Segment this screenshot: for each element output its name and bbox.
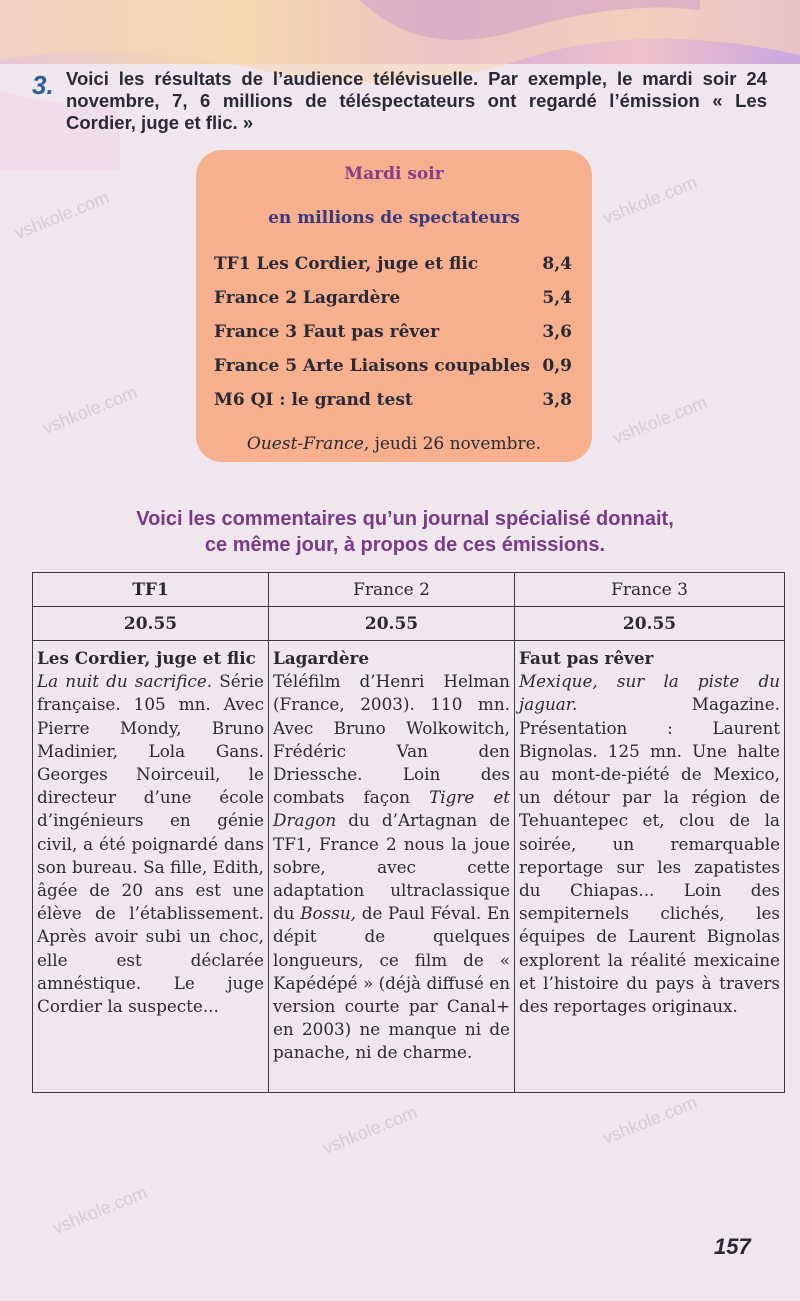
program-summary: Magazine. Présentation : Laurent Bignolas. 125 mn. Une halte au mont-de-piété de Mexico, un détour par la région de Tehuantepec et, clou de la soirée, un remarquable reportage sur les zapatistes du Chiapas... Loin des sempiternels clichés, les équipes de Laurent Bignolas explorent la réalité mexicaine et l’histoire du pays à travers des reportages originaux. bbox=[519, 694, 780, 1017]
watermark: vshkole.com bbox=[11, 187, 112, 244]
audience-value: 5,4 bbox=[542, 288, 572, 308]
watermark: vshkole.com bbox=[609, 392, 710, 449]
watermark: vshkole.com bbox=[599, 172, 700, 229]
watermark: vshkole.com bbox=[49, 1182, 150, 1239]
channel-header: TF1 bbox=[33, 573, 269, 607]
comments-heading bbox=[30, 506, 780, 558]
audience-row bbox=[214, 356, 572, 376]
channel-header: France 2 bbox=[269, 573, 515, 607]
watermark: vshkole.com bbox=[39, 382, 140, 439]
tf1-description bbox=[33, 641, 269, 1093]
channel-header-row bbox=[33, 573, 785, 607]
source-newspaper: Ouest-France bbox=[246, 434, 364, 454]
film-reference: Tigre et Dragon bbox=[273, 787, 510, 831]
audience-value: 8,4 bbox=[542, 254, 572, 274]
france3-description bbox=[515, 641, 785, 1093]
audience-box-title: Mardi soir bbox=[344, 164, 444, 184]
broadcast-time: 20.55 bbox=[269, 607, 515, 641]
program-summary: de Paul Féval. En dépit de quelques longueurs, ce film de « Kapédépé » (déjà diffusé en version courte par Canal+ en 2003) ne manque ni de panache, ni de charme. bbox=[273, 903, 510, 1063]
program-name: TF1 Les Cordier, juge et flic bbox=[214, 254, 479, 274]
broadcast-time: 20.55 bbox=[33, 607, 269, 641]
audience-box-subtitle: en millions de spectateurs bbox=[268, 208, 520, 228]
france2-description bbox=[269, 641, 515, 1093]
exercise-instructions: Voici les résultats de l’audience télévisuelle. Par exemple, le mardi soir 24 novembre, 7, 6 millions de téléspectateurs ont regardé l’émission « Les Cordier, juge et flic. » bbox=[66, 68, 767, 133]
audience-box bbox=[196, 150, 592, 462]
broadcast-time: 20.55 bbox=[515, 607, 785, 641]
program-name: France 2 Lagardère bbox=[214, 288, 401, 308]
episode-title: La nuit du sacrifice. bbox=[37, 671, 213, 692]
comments-heading-line: ce même jour, à propos de ces émissions. bbox=[204, 534, 606, 556]
program-name: M6 QI : le grand test bbox=[214, 390, 413, 410]
program-title: Lagardère bbox=[273, 648, 370, 668]
audience-row bbox=[214, 322, 572, 342]
channel-header: France 3 bbox=[515, 573, 785, 607]
episode-title: Mexique, sur la piste du jaguar. bbox=[519, 671, 780, 715]
program-table bbox=[32, 572, 785, 1093]
description-row bbox=[33, 641, 785, 1093]
novel-reference: Bossu, bbox=[300, 903, 357, 924]
watermark: vshkole.com bbox=[599, 1092, 700, 1149]
audience-value: 0,9 bbox=[542, 356, 572, 376]
audience-source bbox=[196, 434, 592, 454]
program-title: Faut pas rêver bbox=[519, 648, 654, 668]
source-date: , jeudi 26 novembre. bbox=[363, 434, 542, 454]
program-summary: du d’Artagnan de TF1, France 2 nous la joue sobre, avec cette adaptation ultraclassique du bbox=[273, 810, 510, 924]
program-summary: Série française. 105 mn. Avec Pierre Mondy, Bruno Madinier, Lola Gans. Georges Noirceuil, le directeur d’une école d’ingénieurs en génie civil, a été poignardé dans son bureau. Sa fille, Edith, âgée de 20 ans est une élève de l’établissement. Après avoir subi un choc, elle est déclarée amnéstique. Le juge Cordier la suspecte... bbox=[37, 671, 264, 1017]
program-name: France 3 Faut pas rêver bbox=[214, 322, 440, 342]
audience-row bbox=[214, 288, 572, 308]
time-row bbox=[33, 607, 785, 641]
program-summary: Téléfilm d’Henri Helman (France, 2003). 110 mn. Avec Bruno Wolkowitch, Frédéric Van den Driessche. Loin des combats façon bbox=[273, 671, 510, 808]
exercise-number: 3. bbox=[32, 70, 54, 100]
program-name: France 5 Arte Liaisons coupables bbox=[214, 356, 530, 376]
audience-row bbox=[214, 390, 572, 410]
audience-row bbox=[214, 254, 572, 274]
program-title: Les Cordier, juge et flic bbox=[37, 648, 256, 668]
audience-value: 3,8 bbox=[542, 390, 572, 410]
audience-value: 3,6 bbox=[542, 322, 572, 342]
exercise-3 bbox=[22, 68, 767, 134]
page-number: 157 bbox=[714, 1234, 751, 1259]
watermark: vshkole.com bbox=[319, 1102, 420, 1159]
comments-heading-line: Voici les commentaires qu’un journal spécialisé donnait, bbox=[136, 508, 674, 530]
